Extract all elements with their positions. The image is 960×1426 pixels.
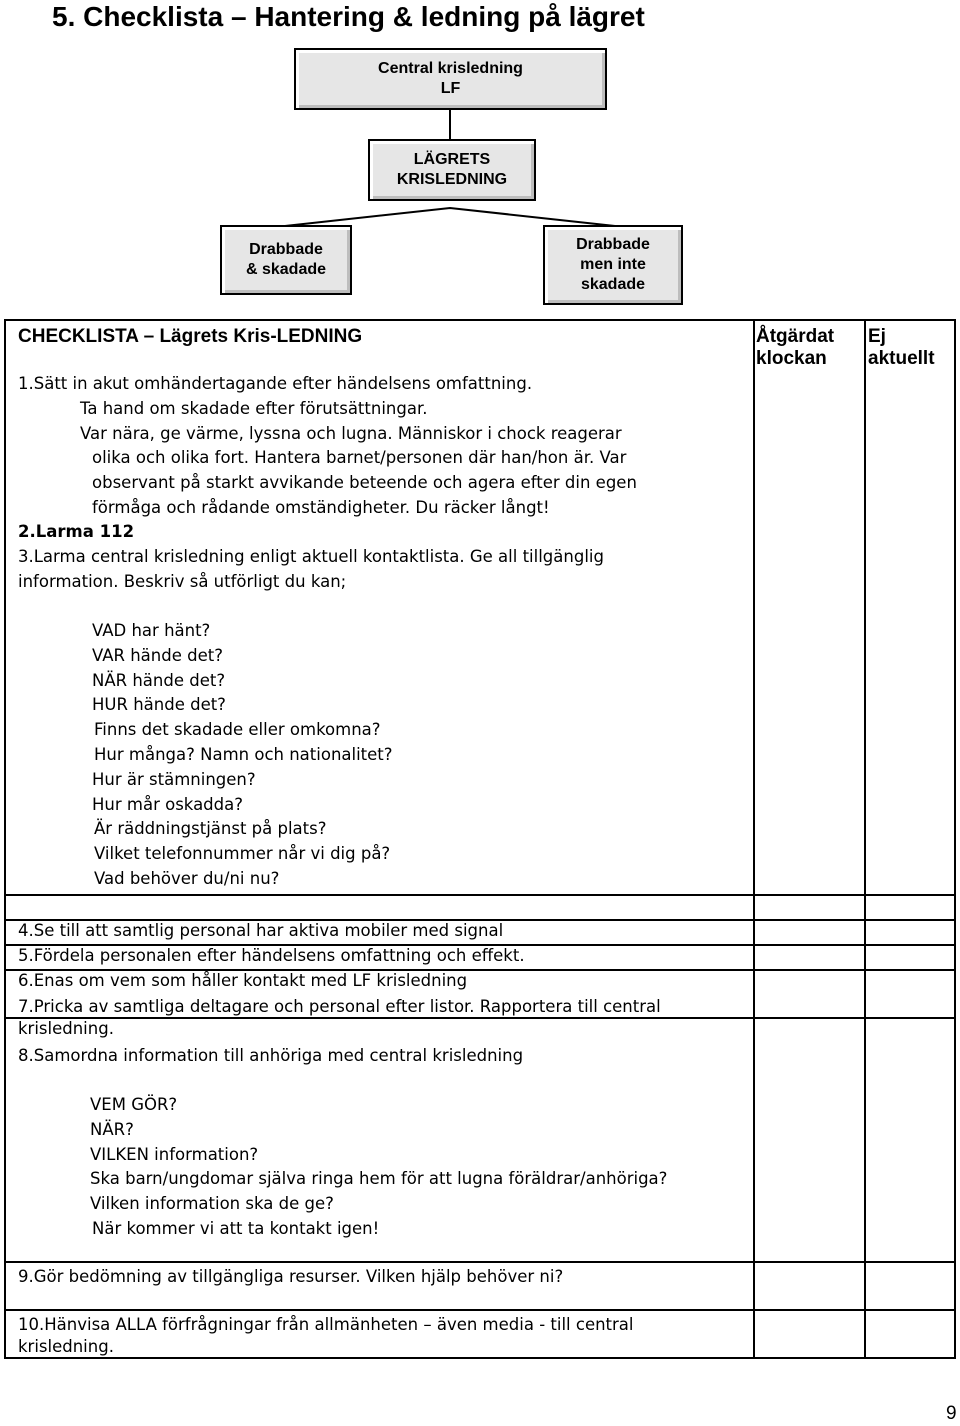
row-divider: [6, 1309, 954, 1311]
item-9-text: 9.Gör bedömning av tillgängliga resurser. Vilken hjälp behöver ni?: [18, 1267, 564, 1286]
org-box-text: skadade: [580, 276, 646, 293]
org-box-text: LF: [440, 80, 461, 97]
question-line: VEM GÖR?: [90, 1095, 178, 1114]
text-line: förmåga och rådande omständigheter. Du räcker långt!: [92, 497, 550, 517]
text-line: 3.Larma central krisledning enligt aktuell kontaktlista. Ge all tillgänglig: [18, 547, 604, 566]
question-line: Finns det skadade eller omkomna?: [94, 720, 381, 740]
org-box-text: Central krisledning: [378, 60, 523, 77]
column-header-line: Ej: [868, 326, 886, 347]
org-box-text: Drabbade: [576, 236, 650, 253]
org-box-text: KRISLEDNING: [396, 171, 508, 188]
text-line: Var nära, ge värme, lyssna och lugna. Människor i chock reagerar: [80, 423, 622, 443]
text-line: olika och olika fort. Hantera barnet/personen där han/hon är. Var: [92, 448, 627, 468]
item-2-text: 2.Larma 112: [18, 522, 135, 541]
question-line: Vad behöver du/ni nu?: [94, 868, 280, 888]
text-line: 7.Pricka av samtliga deltagare och personal efter listor. Rapportera till central: [18, 997, 661, 1016]
column-divider: [864, 321, 866, 1357]
org-box-drabbade-inte-skadade: [543, 225, 683, 305]
checklist-table: [4, 319, 956, 1359]
org-box-lagrets-krisledning: [368, 139, 536, 201]
question-line: Vilken information ska de ge?: [90, 1194, 334, 1214]
question-line: NÄR hände det?: [92, 670, 226, 690]
org-box-text: LÄGRETS: [413, 151, 491, 168]
question-line: VILKEN information?: [90, 1144, 259, 1164]
question-line: Hur är stämningen?: [92, 769, 256, 789]
checklist-heading: CHECKLISTA – Lägrets Kris-LEDNING: [18, 326, 363, 347]
column-header-line: aktuellt: [868, 348, 935, 369]
text-line: krisledning.: [18, 1336, 114, 1356]
item-1-text: [18, 372, 637, 521]
row-divider: [6, 894, 954, 896]
text-line: Ta hand om skadade efter förutsättningar.: [80, 398, 428, 418]
item-10-text: [18, 1313, 634, 1360]
org-box-text: Drabbade: [249, 241, 323, 258]
item-3-text: [18, 545, 604, 595]
text-line: information. Beskriv så utförligt du kan;: [18, 571, 347, 591]
text-line: 1.Sätt in akut omhändertagande efter händelsens omfattning.: [18, 374, 533, 393]
question-line: Hur många? Namn och nationalitet?: [94, 744, 393, 764]
question-line: VAD har hänt?: [92, 621, 211, 640]
item-8-questions: [90, 1093, 667, 1242]
column-divider: [753, 321, 755, 1357]
item-5-text: 5.Fördela personalen efter händelsens omfattning och effekt.: [18, 946, 525, 965]
column-header-line: klockan: [756, 348, 827, 369]
text-line: krisledning.: [18, 1018, 114, 1038]
org-box-text: & skadade: [245, 261, 327, 278]
question-line: Är räddningstjänst på plats?: [94, 819, 327, 839]
item-8-text: 8.Samordna information till anhöriga med central krisledning: [18, 1046, 524, 1065]
question-line: Hur mår oskadda?: [92, 794, 243, 814]
org-box-central-krisledning: [294, 48, 607, 110]
item-4-text: 4.Se till att samtlig personal har aktiva mobiler med signal: [18, 921, 504, 940]
column-header-na: [868, 326, 935, 370]
item-3-questions: [92, 619, 393, 892]
page-number: 9: [946, 1403, 957, 1424]
text-line: observant på starkt avvikande beteende och agera efter din egen: [92, 473, 637, 493]
org-box-text: men inte: [580, 256, 646, 273]
question-line: HUR hände det?: [92, 695, 226, 715]
question-line: NÄR?: [90, 1119, 134, 1139]
column-header-line: Åtgärdat: [756, 326, 835, 347]
question-line: Ska barn/ungdomar själva ringa hem för att lugna föräldrar/anhöriga?: [90, 1169, 668, 1189]
question-line: VAR hände det?: [92, 645, 223, 665]
column-header-done: [756, 326, 834, 370]
row-divider: [6, 1261, 954, 1263]
item-6-text: 6.Enas om vem som håller kontakt med LF krisledning: [18, 971, 468, 990]
connector-middle-to-branches: [285, 208, 615, 226]
text-line: 10.Hänvisa ALLA förfrågningar från allmänheten – även media - till central: [18, 1315, 634, 1334]
item-7-text: [18, 995, 661, 1042]
question-line: När kommer vi att ta kontakt igen!: [92, 1218, 380, 1238]
question-line: Vilket telefonnummer når vi dig på?: [94, 844, 391, 864]
page-title: 5. Checklista – Hantering & ledning på lägret: [52, 1, 645, 32]
org-box-drabbade-skadade: [220, 225, 352, 295]
